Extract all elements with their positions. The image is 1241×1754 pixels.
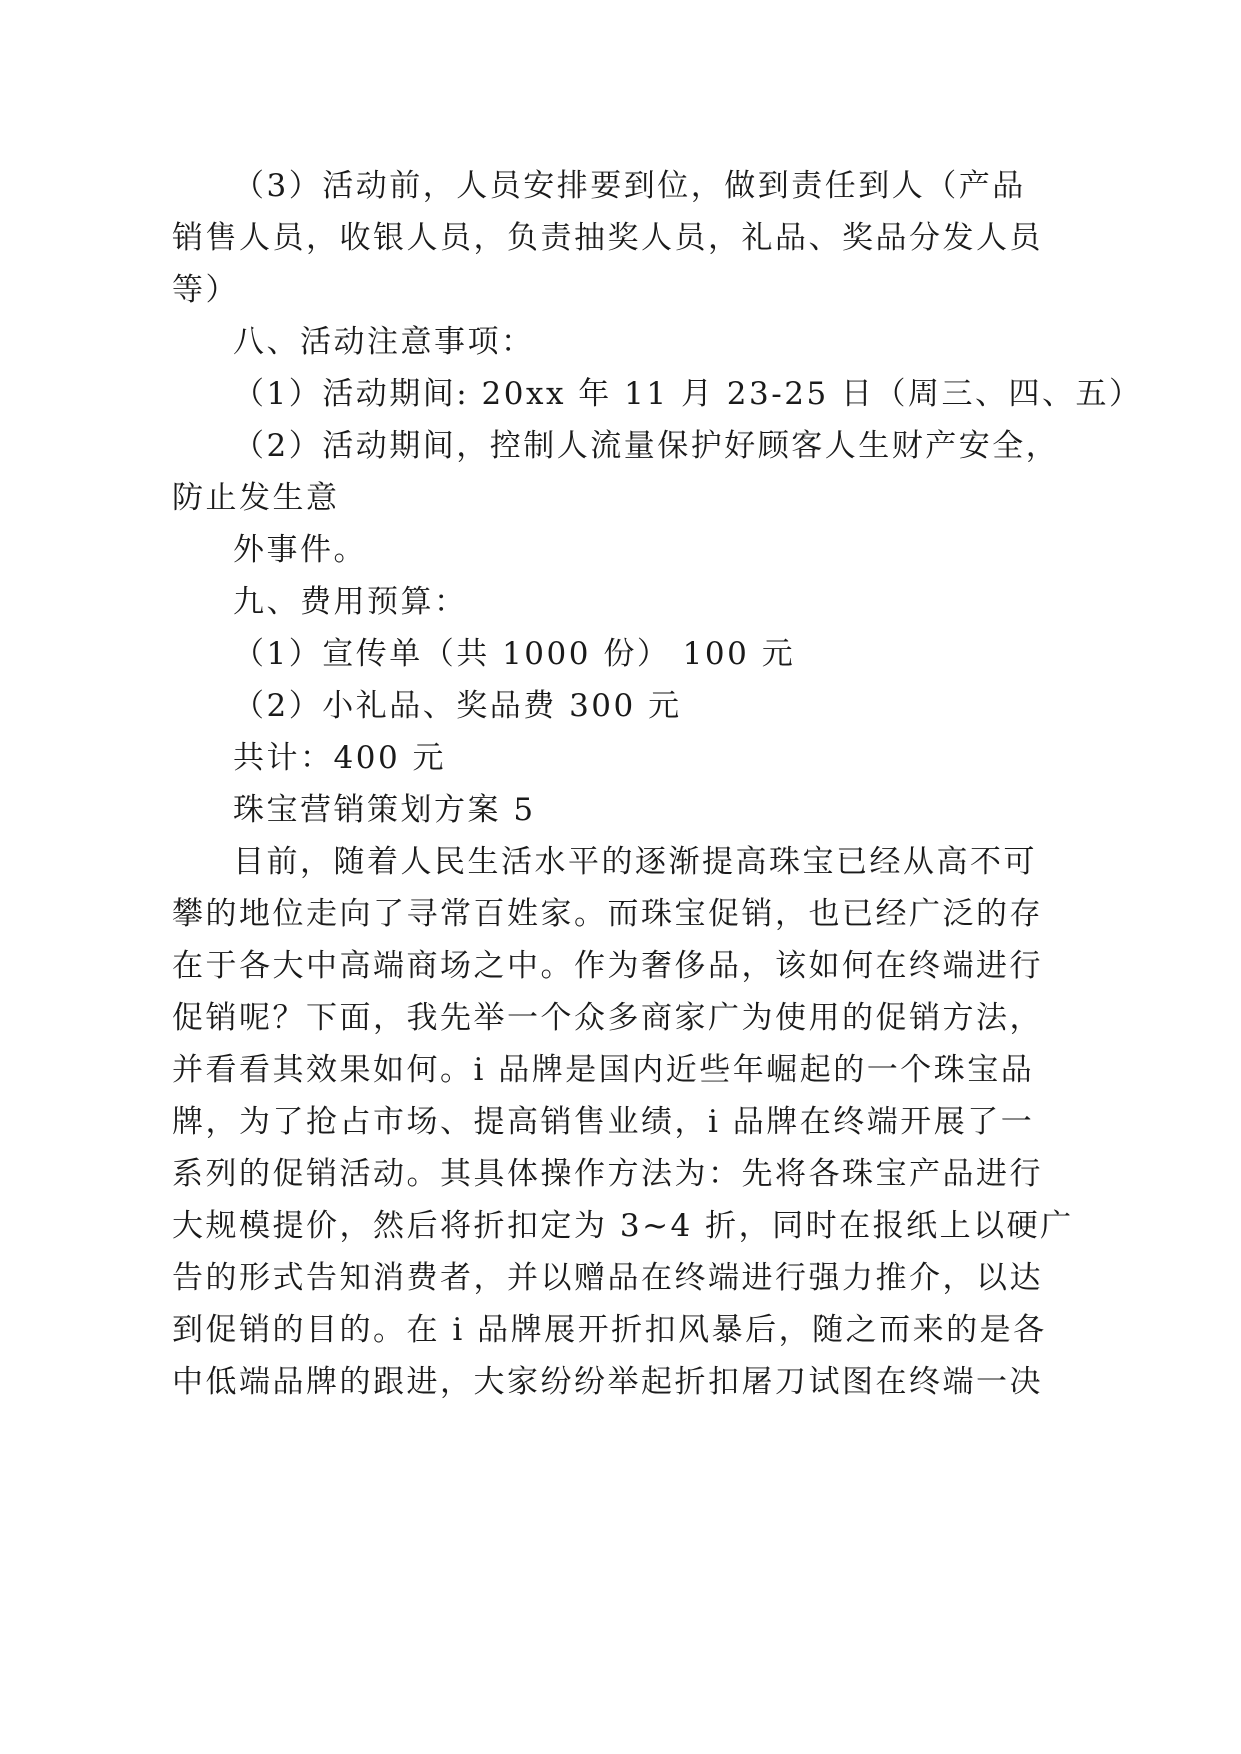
- text-line: 等）: [172, 272, 239, 308]
- section-heading: 八、活动注意事项：: [233, 324, 535, 360]
- section-heading: 九、费用预算：: [233, 584, 468, 620]
- text-line: （3）活动前，人员安排要到位，做到责任到人（产品: [233, 168, 1026, 204]
- text-line: 中低端品牌的跟进，大家纷纷举起折扣屠刀试图在终端一决: [172, 1364, 1043, 1400]
- text-line: 在于各大中高端商场之中。作为奢侈品，该如何在终端进行: [172, 948, 1043, 984]
- text-line: （2）小礼品、奖品费 300 元: [233, 688, 682, 724]
- text-line: （2）活动期间，控制人流量保护好顾客人生财产安全，: [233, 428, 1060, 464]
- text-line: 销售人员，收银人员，负责抽奖人员，礼品、奖品分发人员: [172, 220, 1043, 256]
- text-line: 外事件。: [233, 532, 367, 568]
- text-line: 牌，为了抢占市场、提高销售业绩，i 品牌在终端开展了一: [172, 1104, 1035, 1140]
- text-line: 攀的地位走向了寻常百姓家。而珠宝促销，也已经广泛的存: [172, 896, 1043, 932]
- text-line: 促销呢？下面，我先举一个众多商家广为使用的促销方法，: [172, 1000, 1043, 1036]
- text-line: （1）宣传单（共 1000 份） 100 元: [233, 636, 796, 672]
- text-line: 共计：400 元: [233, 740, 447, 776]
- text-line: 系列的促销活动。其具体操作方法为：先将各珠宝产品进行: [172, 1156, 1043, 1192]
- text-line: 目前，随着人民生活水平的逐渐提高珠宝已经从高不可: [233, 844, 1037, 880]
- text-line: 大规模提价，然后将折扣定为 3~4 折，同时在报纸上以硬广: [172, 1208, 1074, 1244]
- text-line: （1）活动期间: 20xx 年 11 月 23-25 日（周三、四、五）: [233, 376, 1143, 412]
- text-line: 并看看其效果如何。i 品牌是国内近些年崛起的一个珠宝品: [172, 1052, 1035, 1088]
- document-title: 珠宝营销策划方案 5: [233, 792, 536, 828]
- text-line: 防止发生意: [172, 480, 340, 516]
- text-line: 告的形式告知消费者，并以赠品在终端进行强力推介，以达: [172, 1260, 1043, 1296]
- text-line: 到促销的目的。在 i 品牌展开折扣风暴后，随之而来的是各: [172, 1312, 1047, 1348]
